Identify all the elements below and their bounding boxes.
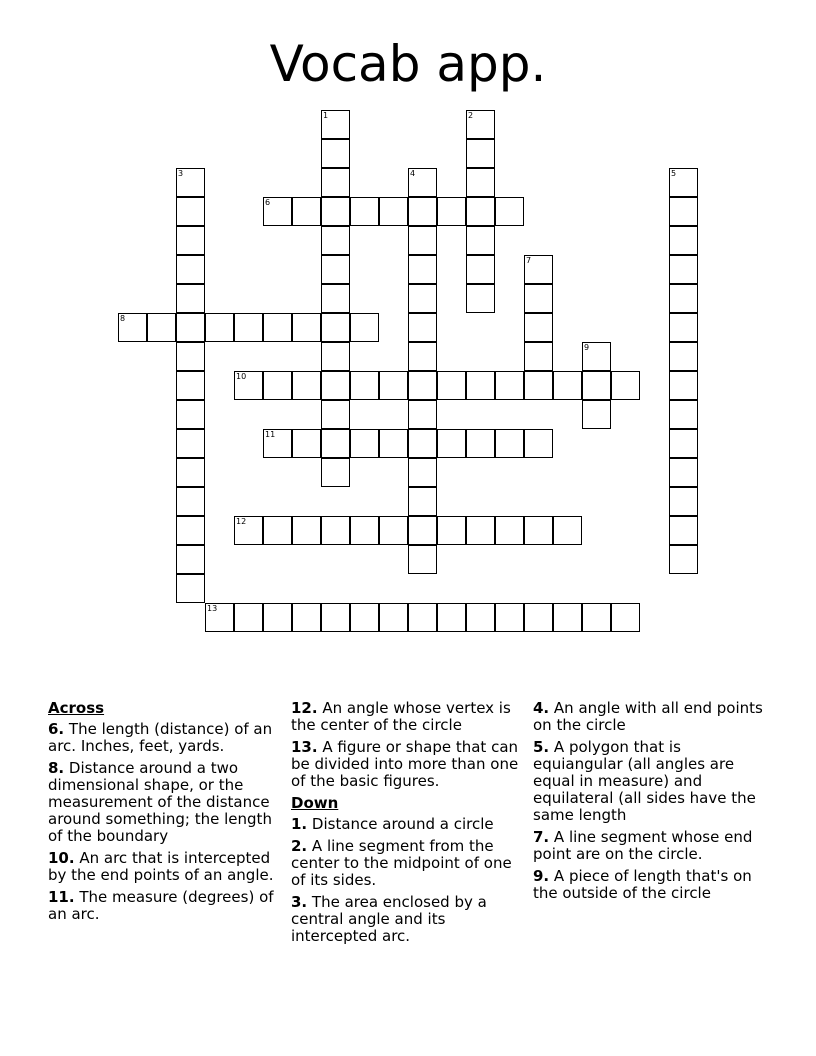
grid-cell[interactable] <box>408 458 437 487</box>
clue-number: 5 <box>671 169 677 178</box>
grid-cell[interactable] <box>408 342 437 371</box>
grid-cell[interactable] <box>292 313 321 342</box>
grid-cell[interactable] <box>176 284 205 313</box>
grid-cell[interactable] <box>408 516 437 545</box>
grid-cell[interactable] <box>669 458 698 487</box>
grid-cell[interactable] <box>553 603 582 632</box>
clue-number: 4 <box>410 169 416 178</box>
grid-cell[interactable] <box>466 197 495 226</box>
clue-across-10: 10. An arc that is intercepted by the end points of an angle. <box>48 849 274 884</box>
down-heading: Down <box>291 794 339 812</box>
grid-cell[interactable] <box>147 313 176 342</box>
grid-cell[interactable] <box>321 603 350 632</box>
grid-cell[interactable] <box>321 255 350 284</box>
grid-cell[interactable] <box>379 429 408 458</box>
grid-cell[interactable] <box>669 400 698 429</box>
grid-cell[interactable] <box>553 371 582 400</box>
grid-cell[interactable] <box>466 139 495 168</box>
grid-cell[interactable] <box>205 603 234 632</box>
grid-cell[interactable] <box>176 226 205 255</box>
clue-number: 12 <box>236 517 247 526</box>
grid-cell[interactable] <box>408 400 437 429</box>
grid-cell[interactable] <box>524 313 553 342</box>
clue-across-6: 6. The length (distance) of an arc. Inches, feet, yards. <box>48 720 273 755</box>
grid-cell[interactable] <box>437 429 466 458</box>
grid-cell[interactable] <box>263 197 292 226</box>
grid-cell[interactable] <box>234 516 263 545</box>
grid-cell[interactable] <box>176 574 205 603</box>
grid-cell[interactable] <box>669 342 698 371</box>
grid-cell[interactable] <box>350 371 379 400</box>
grid-cell[interactable] <box>524 255 553 284</box>
grid-cell[interactable] <box>408 371 437 400</box>
grid-cell[interactable] <box>176 487 205 516</box>
grid-cell[interactable] <box>408 197 437 226</box>
grid-cell[interactable] <box>321 458 350 487</box>
grid-cell[interactable] <box>234 371 263 400</box>
clue-number: 8 <box>120 314 126 323</box>
grid-cell[interactable] <box>553 516 582 545</box>
grid-cell[interactable] <box>495 603 524 632</box>
grid-cell[interactable] <box>321 139 350 168</box>
grid-cell[interactable] <box>524 516 553 545</box>
grid-cell[interactable] <box>669 284 698 313</box>
grid-cell[interactable] <box>408 429 437 458</box>
grid-cell[interactable] <box>408 487 437 516</box>
grid-cell[interactable] <box>524 371 553 400</box>
grid-cell[interactable] <box>466 371 495 400</box>
grid-cell[interactable] <box>669 516 698 545</box>
grid-cell[interactable] <box>408 168 437 197</box>
clue-down-2: 2. A line segment from the center to the midpoint of one of its sides. <box>291 837 512 889</box>
grid-cell[interactable] <box>524 342 553 371</box>
grid-cell[interactable] <box>234 603 263 632</box>
grid-cell[interactable] <box>321 197 350 226</box>
grid-cell[interactable] <box>321 342 350 371</box>
clue-number: 2 <box>468 111 474 120</box>
grid-cell[interactable] <box>466 516 495 545</box>
grid-cell[interactable] <box>350 197 379 226</box>
grid-cell[interactable] <box>292 371 321 400</box>
clue-number: 11 <box>265 430 276 439</box>
grid-cell[interactable] <box>176 371 205 400</box>
grid-cell[interactable] <box>379 603 408 632</box>
grid-cell[interactable] <box>118 313 147 342</box>
grid-cell[interactable] <box>321 371 350 400</box>
grid-cell[interactable] <box>582 603 611 632</box>
grid-cell[interactable] <box>669 168 698 197</box>
grid-cell[interactable] <box>176 313 205 342</box>
grid-cell[interactable] <box>524 603 553 632</box>
clue-down-5: 5. A polygon that is equiangular (all angles are equal in measure) and equilateral (all sides have the same length <box>533 738 756 824</box>
grid-cell[interactable] <box>176 197 205 226</box>
clue-column-3 <box>533 700 769 907</box>
grid-cell[interactable] <box>292 603 321 632</box>
across-heading: Across <box>48 699 105 717</box>
grid-cell[interactable] <box>495 516 524 545</box>
grid-cell[interactable] <box>350 603 379 632</box>
grid-cell[interactable] <box>437 516 466 545</box>
clue-column-1 <box>48 700 284 928</box>
grid-cell[interactable] <box>669 545 698 574</box>
grid-cell[interactable] <box>176 458 205 487</box>
grid-cell[interactable] <box>669 226 698 255</box>
grid-cell[interactable] <box>466 168 495 197</box>
clue-number: 6 <box>265 198 271 207</box>
grid-cell[interactable] <box>321 110 350 139</box>
grid-cell[interactable] <box>669 371 698 400</box>
grid-cell[interactable] <box>292 197 321 226</box>
clue-across-8: 8. Distance around a two dimensional shape, or the measurement of the distance around something; the length of the boundary <box>48 759 272 845</box>
clue-number: 10 <box>236 372 247 381</box>
grid-cell[interactable] <box>466 603 495 632</box>
page-title: Vocab app. <box>269 35 547 93</box>
grid-cell[interactable] <box>176 400 205 429</box>
grid-cell[interactable] <box>408 313 437 342</box>
grid-cell[interactable] <box>495 429 524 458</box>
grid-cell[interactable] <box>466 110 495 139</box>
grid-cell[interactable] <box>350 429 379 458</box>
grid-cell[interactable] <box>321 516 350 545</box>
grid-cell[interactable] <box>176 342 205 371</box>
clue-number: 7 <box>526 256 532 265</box>
clue-column-2 <box>291 700 527 950</box>
grid-cell[interactable] <box>466 284 495 313</box>
grid-cell[interactable] <box>466 226 495 255</box>
clue-number: 9 <box>584 343 590 352</box>
grid-cell[interactable] <box>669 313 698 342</box>
grid-cell[interactable] <box>321 226 350 255</box>
grid-cell[interactable] <box>350 516 379 545</box>
grid-cell[interactable] <box>292 516 321 545</box>
grid-cell[interactable] <box>408 255 437 284</box>
clue-down-9: 9. A piece of length that's on the outside of the circle <box>533 867 752 902</box>
grid-cell[interactable] <box>582 400 611 429</box>
grid-cell[interactable] <box>321 429 350 458</box>
grid-cell[interactable] <box>495 371 524 400</box>
grid-cell[interactable] <box>466 255 495 284</box>
grid-cell[interactable] <box>524 429 553 458</box>
clue-number: 3 <box>178 169 184 178</box>
grid-cell[interactable] <box>321 400 350 429</box>
grid-cell[interactable] <box>669 197 698 226</box>
grid-cell[interactable] <box>205 313 234 342</box>
grid-cell[interactable] <box>176 255 205 284</box>
grid-cell[interactable] <box>321 284 350 313</box>
grid-cell[interactable] <box>263 516 292 545</box>
grid-cell[interactable] <box>582 342 611 371</box>
grid-cell[interactable] <box>524 284 553 313</box>
grid-cell[interactable] <box>466 429 495 458</box>
grid-cell[interactable] <box>263 429 292 458</box>
grid-cell[interactable] <box>176 168 205 197</box>
clue-down-7: 7. A line segment whose end point are on the circle. <box>533 828 753 863</box>
grid-cell[interactable] <box>669 429 698 458</box>
grid-cell[interactable] <box>437 197 466 226</box>
grid-cell[interactable] <box>611 371 640 400</box>
grid-cell[interactable] <box>611 603 640 632</box>
grid-cell[interactable] <box>669 487 698 516</box>
grid-cell[interactable] <box>408 545 437 574</box>
grid-cell[interactable] <box>379 516 408 545</box>
grid-cell[interactable] <box>408 284 437 313</box>
grid-cell[interactable] <box>437 603 466 632</box>
grid-cell[interactable] <box>292 429 321 458</box>
grid-cell[interactable] <box>379 371 408 400</box>
clue-number: 13 <box>207 604 218 613</box>
clue-across-13: 13. A figure or shape that can be divided into more than one of the basic figures. <box>291 738 519 790</box>
grid-cell[interactable] <box>669 255 698 284</box>
grid-cell[interactable] <box>321 168 350 197</box>
grid-cell[interactable] <box>437 371 466 400</box>
grid-cell[interactable] <box>263 371 292 400</box>
grid-cell[interactable] <box>234 313 263 342</box>
grid-cell[interactable] <box>263 313 292 342</box>
grid-cell[interactable] <box>408 603 437 632</box>
grid-cell[interactable] <box>582 371 611 400</box>
grid-cell[interactable] <box>176 545 205 574</box>
grid-cell[interactable] <box>379 197 408 226</box>
clue-down-4: 4. An angle with all end points on the circle <box>533 699 763 734</box>
grid-cell[interactable] <box>176 429 205 458</box>
grid-cell[interactable] <box>495 197 524 226</box>
grid-cell[interactable] <box>408 226 437 255</box>
clue-down-3: 3. The area enclosed by a central angle and its intercepted arc. <box>291 893 487 945</box>
grid-cell[interactable] <box>176 516 205 545</box>
grid-cell[interactable] <box>350 313 379 342</box>
clue-across-11: 11. The measure (degrees) of an arc. <box>48 888 274 923</box>
clue-across-12: 12. An angle whose vertex is the center of the circle <box>291 699 511 734</box>
grid-cell[interactable] <box>321 313 350 342</box>
grid-cell[interactable] <box>263 603 292 632</box>
clue-down-1: 1. Distance around a circle <box>291 815 494 833</box>
clue-number: 1 <box>323 111 329 120</box>
